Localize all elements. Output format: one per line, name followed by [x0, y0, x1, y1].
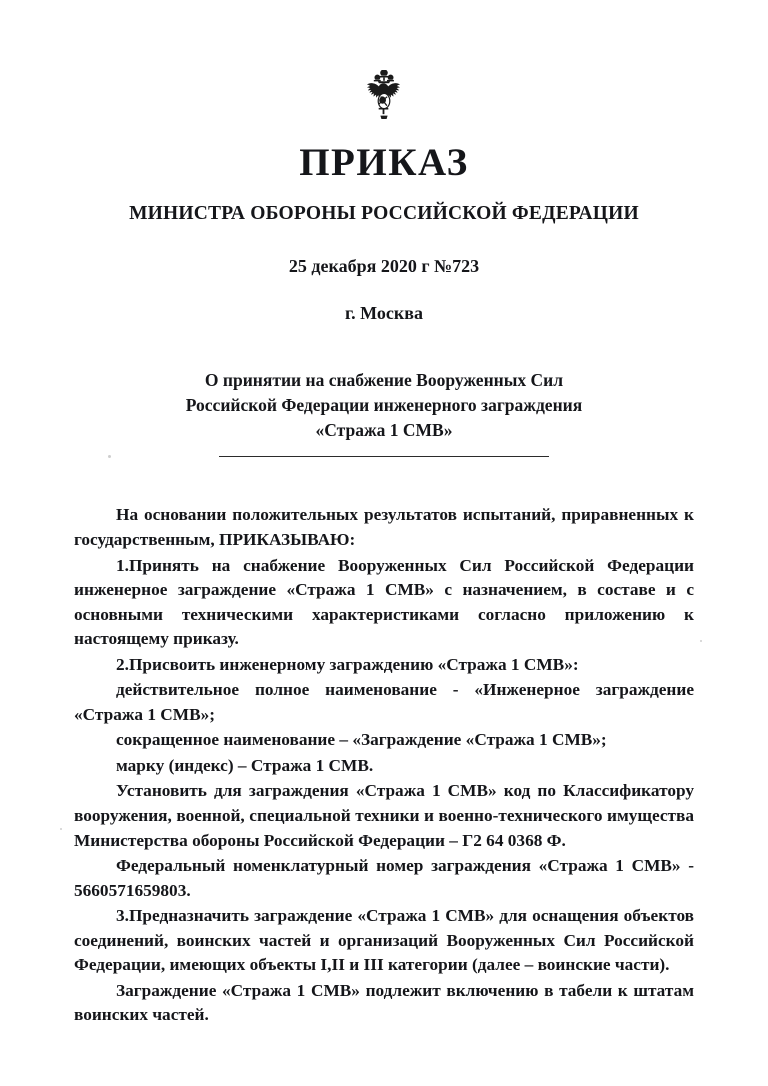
- emblem-container: [74, 70, 694, 126]
- scan-speck: [60, 828, 62, 830]
- body-paragraph: 3.Предназначить заграждение «Стража 1 СМВ» для оснащения объектов соединений, воинских частей и организаций Вооруженных Сил Российской Федерации, имеющих объекты I,II и III категории (далее – воинские части).: [74, 906, 694, 975]
- body-paragraph: сокращенное наименование – «Заграждение «Стража 1 СМВ»;: [116, 730, 607, 750]
- russian-coat-of-arms-icon: [362, 70, 406, 126]
- body-paragraph: 2.Присвоить инженерному заграждению «Стража 1 СМВ»:: [116, 654, 579, 674]
- page-title: ПРИКАЗ: [299, 141, 469, 184]
- document-subject: О принятии на снабжение Вооруженных Сил Российской Федерации инженерного заграждения «Стража 1 СМВ»: [185, 369, 583, 440]
- scan-speck: [700, 640, 702, 642]
- body-paragraph: На основании положительных результатов испытаний, приравненных к государственным, ПРИКАЗЫВАЮ:: [74, 505, 694, 549]
- document-body: [74, 503, 694, 1027]
- body-paragraph: действительное полное наименование - «Инженерное заграждение «Стража 1 СМВ»;: [74, 680, 694, 724]
- body-paragraph: Установить для заграждения «Стража 1 СМВ» код по Классификатору вооружения, военной, специальной техники и военно-технического имущества Министерства обороны Российской Федерации – Г2 64 0368 Ф.: [74, 781, 694, 850]
- body-paragraph: Федеральный номенклатурный номер заграждения «Стража 1 СМВ» - 5660571659803.: [74, 856, 694, 900]
- body-paragraph: 1.Принять на снабжение Вооруженных Сил Российской Федерации инженерное заграждение «Стража 1 СМВ» с назначением, в составе и с основными техническими характеристиками согласно приложению к настоящему приказу.: [74, 555, 694, 649]
- document-date-number: 25 декабря 2020 г №723: [288, 255, 480, 276]
- body-paragraph: Заграждение «Стража 1 СМВ» подлежит включению в табели к штатам воинских частей.: [74, 980, 694, 1025]
- scan-speck: [108, 455, 111, 458]
- body-paragraph: марку (индекс) – Стража 1 СМВ.: [116, 755, 374, 775]
- document-city: г. Москва: [345, 302, 423, 323]
- title-divider: [219, 456, 549, 457]
- issuing-authority: МИНИСТРА ОБОРОНЫ РОССИЙСКОЙ ФЕДЕРАЦИИ: [129, 202, 639, 224]
